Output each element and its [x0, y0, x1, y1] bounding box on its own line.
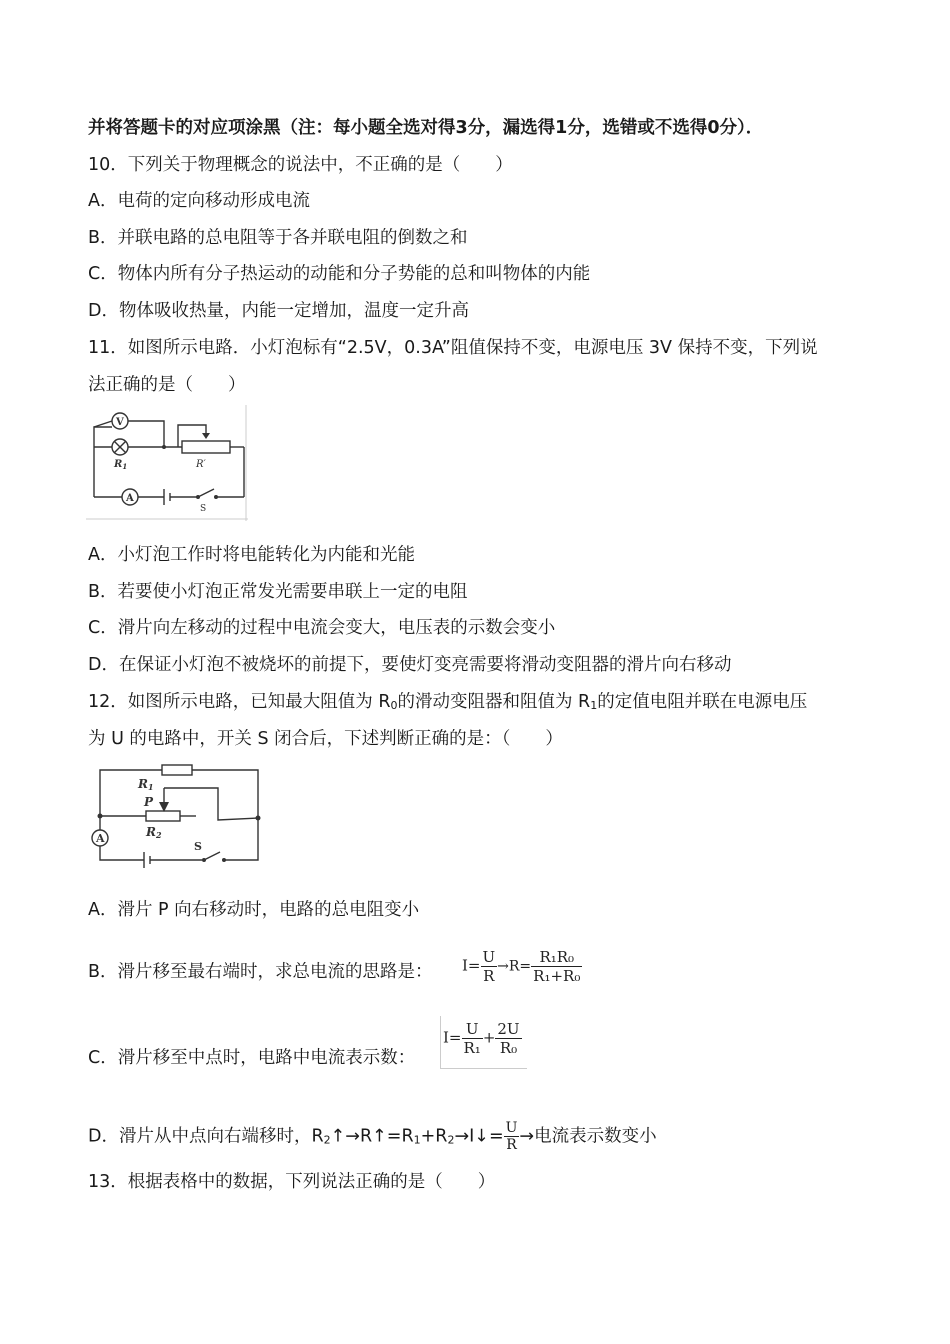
- q11-circuit-diagram: [86, 405, 248, 521]
- question-10-stem: 10．下列关于物理概念的说法中，不正确的是（ ）: [88, 155, 513, 175]
- voltmeter-label: V: [116, 417, 124, 428]
- q10-option-a: A．电荷的定向移动形成电流: [88, 191, 310, 211]
- q12-option-b-formula: I= $\frac{U}{R}$ →R= $\frac{\text{R₁R₀}}{\text{R₁+R₀}}$: [462, 948, 581, 985]
- q10-option-c: C．物体内所有分子热运动的动能和分子势能的总和叫物体的内能: [88, 264, 591, 284]
- r1-label: R: [114, 459, 123, 470]
- q12-option-b: B．滑片移至最右端时，求总电流的思路是：: [88, 962, 433, 982]
- q11-option-b: B．若要使小灯泡正常发光需要串联上一定的电阻: [88, 582, 468, 602]
- svg-text:R2: [145, 825, 162, 840]
- q12-option-c-formula: I= $\frac{U}{\text{R₁}}$ + $\frac{2U}{\text{R₀}}$: [440, 1016, 527, 1069]
- svg-text:R1: [113, 459, 127, 471]
- q10-option-b: B．并联电路的总电阻等于各并联电阻的倒数之和: [88, 228, 468, 248]
- r2-sub: 2: [155, 830, 162, 840]
- question-12-stem-line1: 12．如图所示电路，已知最大阻值为 R0的滑动变阻器和阻值为 R1的定值电阻并联在电源电压: [88, 692, 808, 712]
- r1-sub: 1: [147, 782, 154, 792]
- rprime-label: R′: [196, 459, 206, 470]
- r1-label: R: [138, 777, 148, 791]
- q10-option-d: D．物体吸收热量，内能一定增加，温度一定升高: [88, 301, 469, 321]
- question-13-stem: 13．根据表格中的数据，下列说法正确的是（ ）: [88, 1172, 496, 1192]
- switch-label: S: [194, 840, 202, 853]
- q12-option-a: A．滑片 P 向右移动时，电路的总电阻变小: [88, 900, 420, 920]
- section-instruction: 并将答题卡的对应项涂黑（注：每小题全选对得3分，漏选得1分，选错或不选得0分）．: [88, 118, 764, 138]
- switch-label: S: [200, 504, 207, 514]
- q12-circuit-diagram: [86, 760, 266, 872]
- question-11-stem-line1: 11．如图所示电路．小灯泡标有“2.5V，0.3A”阻值保持不变，电源电压 3V 保持不变，下列说: [88, 338, 818, 358]
- q11-option-c: C．滑片向左移动的过程中电流会变大，电压表的示数会变小: [88, 618, 556, 638]
- svg-text:R1: [137, 777, 154, 792]
- ammeter-label: A: [126, 493, 134, 504]
- ammeter-label: A: [96, 832, 105, 845]
- question-12-stem-line2: 为 U 的电路中，开关 S 闭合后，下述判断正确的是：（ ）: [88, 729, 563, 749]
- q11-option-d: D．在保证小灯泡不被烧坏的前提下，要使灯变亮需要将滑动变阻器的滑片向右移动: [88, 655, 732, 675]
- r2-label: R: [146, 825, 156, 839]
- slider-p-label: P: [144, 795, 154, 809]
- q12-option-d: D．滑片从中点向右端移时，R2↑→R↑=R1+R2→I↓= $\frac{U}{R}$ →电流表示数变小: [88, 1120, 657, 1153]
- q12-option-c: C．滑片移至中点时，电路中电流表示数：: [88, 1048, 416, 1068]
- question-11-stem-line2: 法正确的是（ ）: [88, 375, 246, 395]
- q11-option-a: A．小灯泡工作时将电能转化为内能和光能: [88, 545, 415, 565]
- r1-sub: 1: [122, 462, 128, 471]
